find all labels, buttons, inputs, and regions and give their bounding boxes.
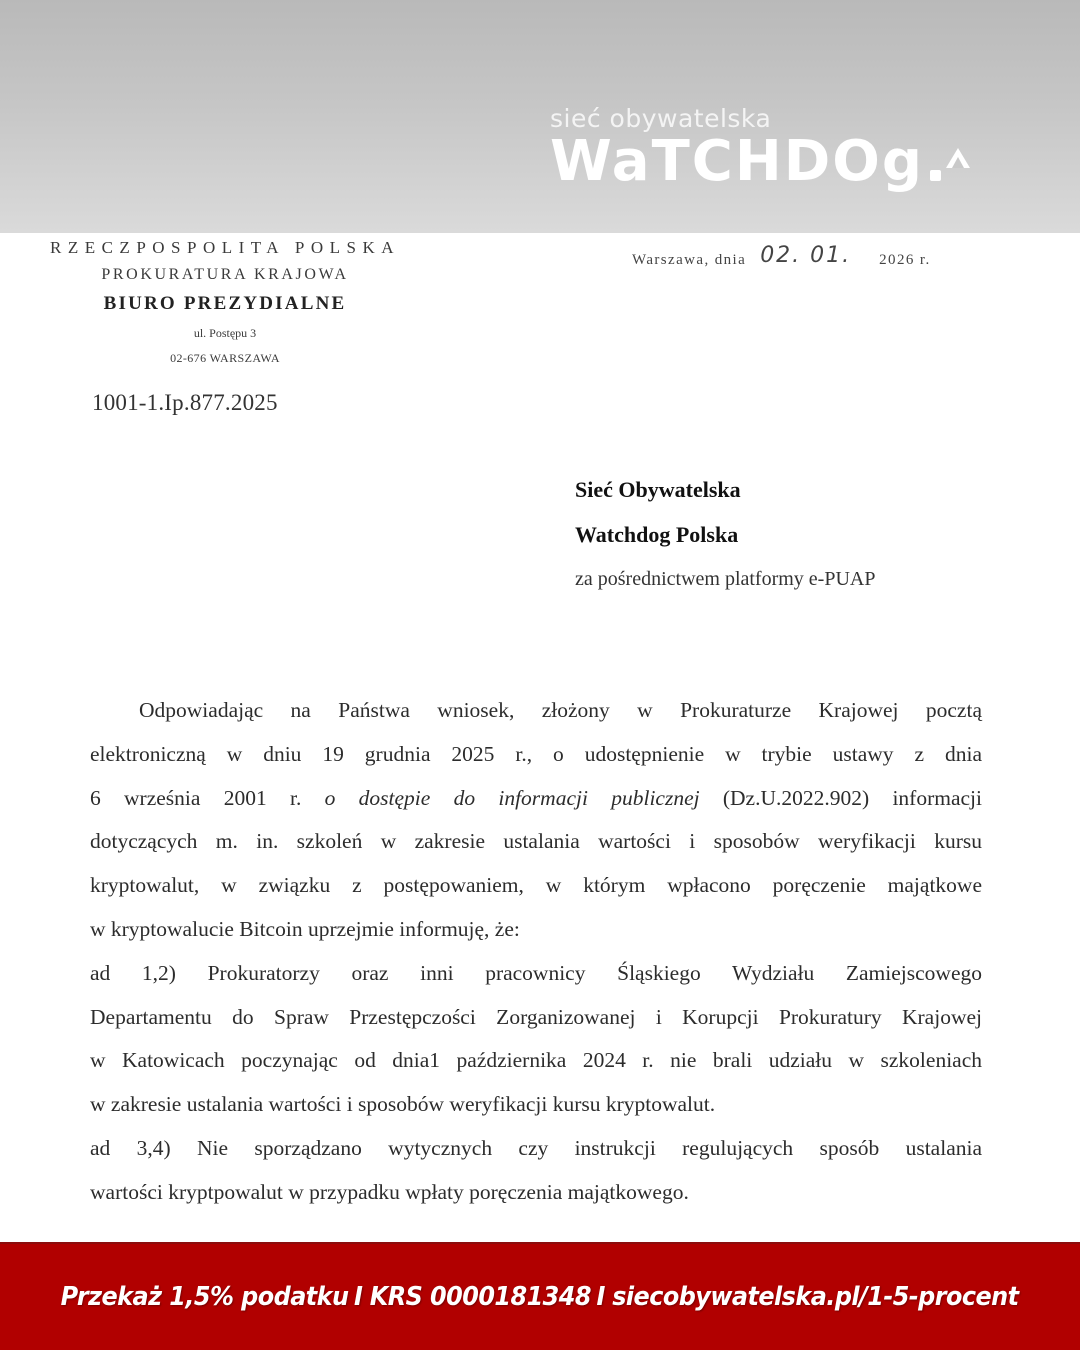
body-line: Departamentu do Spraw Przestępczości Zorganizowanej i Korupcji Prokuratury Krajowej bbox=[90, 1004, 982, 1029]
date-prefix: Warszawa, dnia bbox=[632, 252, 747, 268]
date-handwritten: 02. 01. bbox=[760, 243, 852, 268]
answer-1-2: ad 1,2) Prokuratorzy oraz inni pracownicy Śląskiego Wydziału Zamiejscowego bbox=[90, 960, 982, 985]
logo-title: WaTCHDOg bbox=[550, 129, 924, 194]
body-line: kryptowalut, w związku z postępowaniem, w którym wpłacono poręczenie majątkowe bbox=[90, 873, 982, 898]
body-line: elektroniczną w dniu 19 grudnia 2025 r., o udostępnienie w trybie ustawy z dnia bbox=[90, 741, 982, 766]
logo-subtitle: sieć obywatelska bbox=[550, 104, 772, 133]
body-line: w kryptowalucie Bitcoin uprzejmie informuję, że: bbox=[90, 916, 520, 941]
issuer-institution: PROKURATURA KRAJOWA bbox=[101, 266, 349, 283]
watchdog-logo bbox=[550, 104, 980, 192]
issuer-letterhead bbox=[40, 237, 410, 366]
issuer-country: RZECZPOSPOLITA POLSKA bbox=[49, 238, 401, 257]
letter-body bbox=[90, 689, 982, 1215]
body-line: 6 września 2001 r. o dostępie do informacji publicznej (Dz.U.2022.902) informacji bbox=[90, 785, 982, 810]
recipient-name-2: Watchdog Polska bbox=[575, 522, 739, 547]
issuer-city: 02-676 WARSZAWA bbox=[170, 351, 280, 365]
date-suffix: 2026 r. bbox=[879, 252, 931, 268]
body-line: Odpowiadając na Państwa wniosek, złożony w Prokuraturze Krajowej pocztą bbox=[139, 698, 982, 722]
body-line: dotyczących m. in. szkoleń w zakresie ustalania wartości i sposobów weryfikacji kursu bbox=[90, 829, 982, 854]
banner-separator: I bbox=[596, 1282, 606, 1312]
answer-3-4: ad 3,4) Nie sporządzano wytycznych czy instrukcji regulujących sposób ustalania bbox=[90, 1135, 982, 1160]
donation-banner bbox=[0, 1242, 1080, 1350]
body-line: w Katowicach poczynając od dnia1 października 2024 r. nie brali udziału w szkoleniach bbox=[90, 1048, 982, 1073]
logo-dot-caret-icon bbox=[924, 132, 980, 192]
body-line: w zakresie ustalania wartości i sposobów weryfikacji kursu kryptowalut. bbox=[90, 1092, 716, 1117]
scanned-letter bbox=[0, 233, 1080, 1242]
reference-number: 1001-1.Ip.877.2025 bbox=[92, 390, 278, 415]
recipient-name-1: Sieć Obywatelska bbox=[575, 477, 741, 502]
banner-separator: I bbox=[354, 1282, 363, 1312]
act-title-italic: o dostępie do informacji publicznej bbox=[324, 785, 700, 810]
body-line: wartości kryptpowalut w przypadku wpłaty poręczenia majątkowego. bbox=[90, 1179, 689, 1204]
banner-krs-number: KRS 0000181348 bbox=[370, 1282, 592, 1312]
issuer-street: ul. Postępu 3 bbox=[193, 326, 257, 340]
banner-tax-text: Przekaż 1,5% podatku bbox=[61, 1282, 349, 1312]
recipient-block bbox=[575, 477, 875, 592]
issuer-office: BIURO PREZYDIALNE bbox=[103, 293, 347, 314]
header-banner bbox=[0, 0, 1080, 233]
recipient-via: za pośrednictwem platformy e-PUAP bbox=[575, 568, 876, 590]
banner-url: siecobywatelska.pl/1-5-procent bbox=[612, 1282, 1019, 1312]
letter-date bbox=[632, 245, 931, 270]
